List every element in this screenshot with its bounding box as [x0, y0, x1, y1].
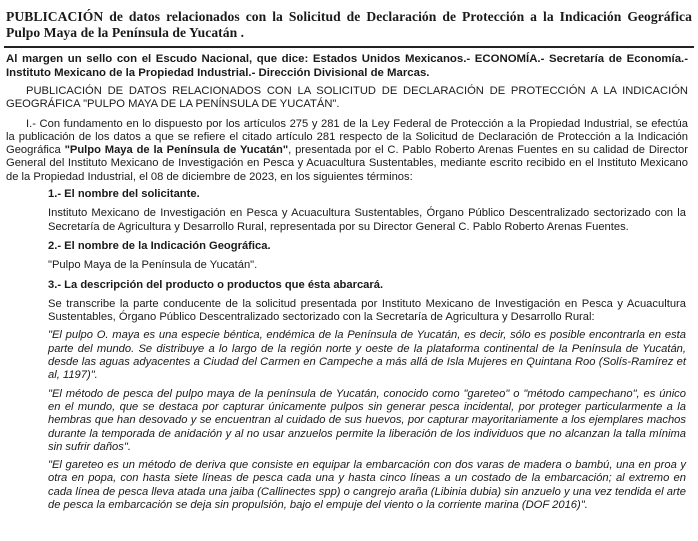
- intro-paragraph: [6, 118, 688, 184]
- section-3-heading: 3.- La descripción del producto o productos que ésta abarcará.: [48, 278, 384, 291]
- section-1-text: Instituto Mexicano de Investigación en Pesca y Acuacultura Sustentables, Órgano Público Descentralizado sectorizado con la Secretaría de Agricultura y Desarrollo Rural, representada por su Director General C. Pablo Roberto Arenas Fuentes.: [48, 207, 686, 233]
- section-2-heading: 2.- El nombre de la Indicación Geográfica.: [48, 239, 271, 252]
- intro-text: I.- Con fundamento en lo dispuesto por los artículos 275 y 281 de la Ley Federal de Protección a la Propiedad Industrial, se efectúa la publicación de los datos a que se refiere el citado artículo 281 respecto de la Solicitud de Declaración de Protección a la Indicación Geográfica: [6, 117, 688, 157]
- section-1-heading: 1.- El nombre del solicitante.: [48, 188, 200, 201]
- intro-text-continued: , presentada por el C. Pablo Roberto Arenas Fuentes en su calidad de Director General del Instituto Mexicano de Investigación en Pesca y Acuacultura Sustentables, mediante escrito recibido en el Instituto Mexicano de la Propiedad Industrial, el 08 de diciembre de 2023, en los siguientes términos:: [6, 144, 688, 183]
- section-2-text: "Pulpo Maya de la Península de Yucatán".: [48, 259, 258, 272]
- title-divider: [4, 46, 694, 48]
- document-body: [6, 52, 688, 512]
- quote-paragraph: "El pulpo O. maya es una especie béntica, endémica de la Península de Yucatán, es decir, sólo es posible encontrarla en esta parte del mundo. Se distribuye a lo largo de la región norte y oeste de la plataforma continental de la Península de Yucatán, desde las aguas adyacentes a Ciudad del Carmen en Campeche a más allá de Isla Mujeres en Quintana Roo (Solís-Ramírez et al, 1197)".: [48, 329, 686, 382]
- quote-paragraph: "El método de pesca del pulpo maya de la península de Yucatán, conocido como "gareteo" o "método campechano", es único en el mundo, que se destaca por capturar únicamente pulpos sin generar pesca incidental, por proteger particularmente a la hembras que han desovado y se encuentran al cuidado de sus huevos, por capturar mayoritariamente a los ejemplares machos durante la temporada de anidación y al no usar anzuelos permite la liberación de los individuos que no alcanzan la talla mínima sin sufrir daños".: [48, 387, 686, 453]
- margin-note: Al margen un sello con el Escudo Nacional, que dice: Estados Unidos Mexicanos.- ECONOMÍA.- Secretaría de Economía.- Instituto Mexicano de la Propiedad Industrial.- Dirección Divisional de Marcas.: [6, 53, 688, 79]
- section-3-text: Se transcribe la parte conducente de la solicitud presentada por Instituto Mexicano de Investigación en Pesca y Acuacultura Sustentables, Órgano Público Descentralizado sectorizado con la Secretaría de Agricultura y Desarrollo Rural:: [48, 297, 686, 324]
- document-title: PUBLICACIÓN de datos relacionados con la Solicitud de Declaración de Protección a la Indicación Geográfica Pulpo Maya de la Península de Yucatán .: [6, 9, 692, 40]
- publication-heading: PUBLICACIÓN DE DATOS RELACIONADOS CON LA SOLICITUD DE DECLARACIÓN DE PROTECCIÓN A LA INDICACIÓN GEOGRÁFICA "PULPO MAYA DE LA PENÍNSULA DE YUCATÁN".: [6, 85, 688, 111]
- indication-name: "Pulpo Maya de la Península de Yucatán": [64, 144, 289, 157]
- quote-paragraph: "El gareteo es un método de deriva que consiste en equipar la embarcación con dos varas de madera o bambú, una en proa y otra en popa, con hasta siete líneas de pesca cada una y hasta cinco líneas a un costado de la embarcación; al extremo en cada línea de pesca lleva atada una jaiba (Callinectes spp) o cangrejo araña (Libinia dubia) sin anzuelo y una vez tendida el arte de pesca la embarcación se deja sin propulsión, bajo el empuje del viento o la corriente marina (DOF 2016)".: [48, 459, 686, 512]
